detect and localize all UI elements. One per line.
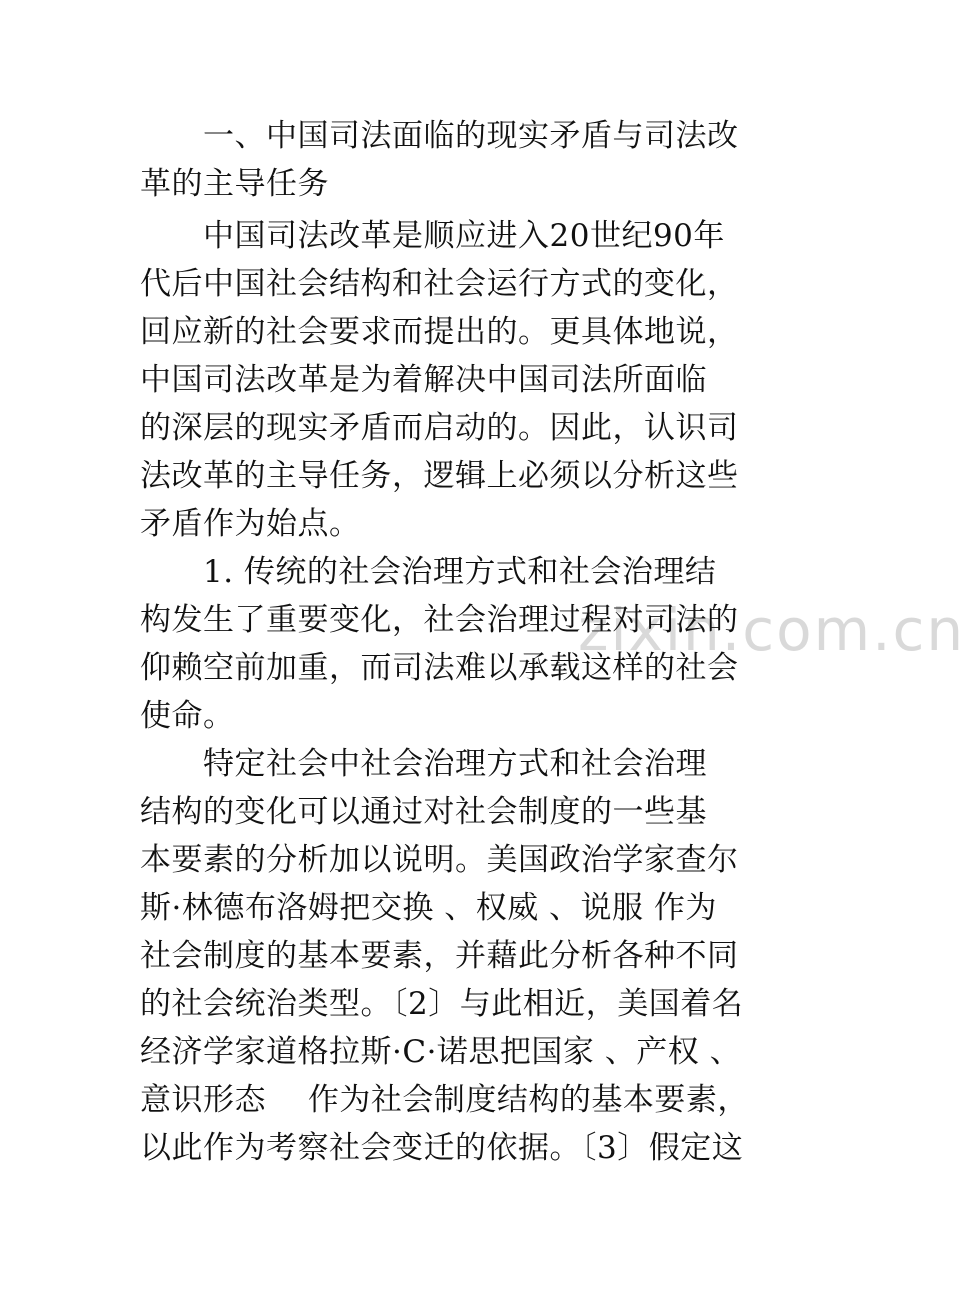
watermark: zixin.com.cn (578, 596, 965, 664)
text-line: 结构的变化可以通过对社会制度的一些基 (140, 794, 707, 830)
text-line: 中国司法改革是为着解决中国司法所面临 (140, 362, 707, 398)
text-line: 特定社会中社会治理方式和社会治理 (140, 746, 707, 782)
text-line: 革的主导任务 (140, 166, 329, 202)
text-line: 构发生了重要变化，社会治理过程对司法的 (140, 602, 739, 638)
text-line: 使命。 (140, 698, 235, 734)
text-line: 仰赖空前加重，而司法难以承载这样的社会 (140, 650, 739, 686)
text-line: 斯·林德布洛姆把交换 、权威 、说服 作为 (140, 890, 717, 926)
text-line: 1. 传统的社会治理方式和社会治理结 (140, 554, 717, 590)
text-line: 的社会统治类型。〔2〕与此相近，美国着名 (140, 986, 744, 1022)
text-line: 代后中国社会结构和社会运行方式的变化， (140, 266, 739, 302)
text-line: 的深层的现实矛盾而启动的。因此，认识司 (140, 410, 739, 446)
text-line: 经济学家道格拉斯·C·诺思把国家 、产权 、 (140, 1034, 742, 1070)
text-line: 回应新的社会要求而提出的。更具体地说， (140, 314, 739, 350)
text-line: 矛盾作为始点。 (140, 506, 361, 542)
text-line: 一、中国司法面临的现实矛盾与司法改 (140, 118, 739, 154)
text-line: 本要素的分析加以说明。美国政治学家查尔 (140, 842, 739, 878)
text-line: 中国司法改革是顺应进入20世纪90年 (140, 218, 725, 254)
text-line: 以此作为考察社会变迁的依据。〔3〕假定这 (140, 1130, 744, 1166)
text-line: 法改革的主导任务，逻辑上必须以分析这些 (140, 458, 739, 494)
text-line: 社会制度的基本要素，并藉此分析各种不同 (140, 938, 739, 974)
text-line: 意识形态 作为社会制度结构的基本要素， (140, 1082, 749, 1118)
